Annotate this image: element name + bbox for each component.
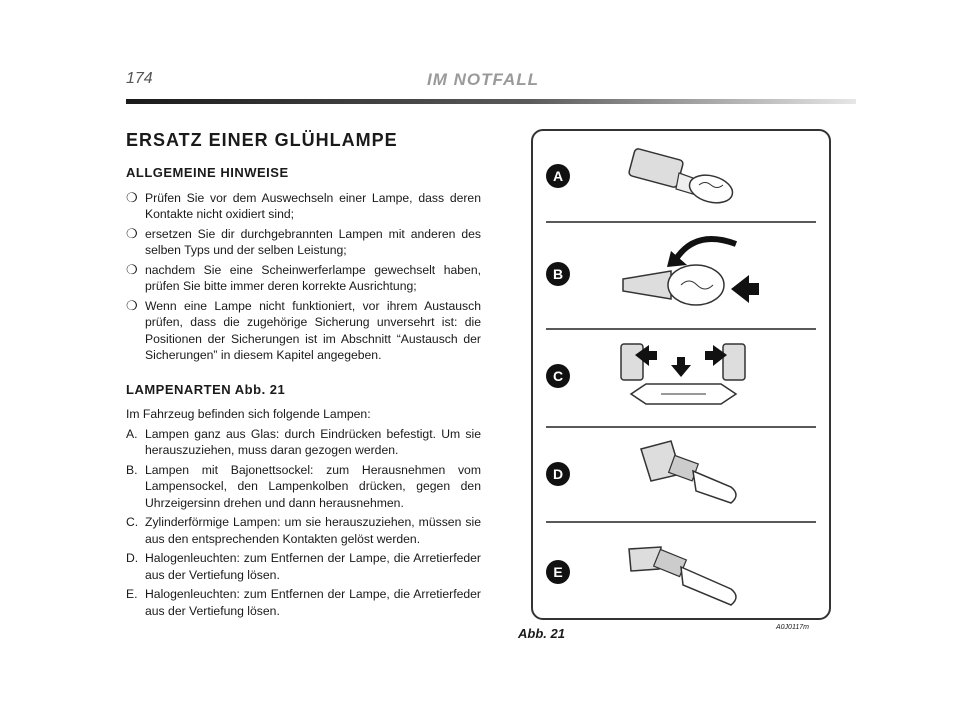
lamp-types-intro: Im Fahrzeug befinden sich folgende Lampen: xyxy=(126,407,371,421)
page-title: ERSATZ EINER GLÜHLAMPE xyxy=(126,130,398,150)
lamp-type-item xyxy=(126,426,481,459)
lamp-type-item xyxy=(126,514,481,547)
panel-label: E xyxy=(553,564,563,580)
general-heading: ALLGEMEINE HINWEISE xyxy=(126,165,289,180)
panel-c xyxy=(546,344,745,404)
lamp-type-text: Lampen ganz aus Glas: durch Eindrücken befestigt. Um sie herauszuziehen, muss daran gezogen werden. xyxy=(145,426,481,457)
text-column xyxy=(126,165,481,622)
glass-wedge-bulb-illustration xyxy=(628,148,735,207)
lamp-type-text: Halogenleuchten: zum Entfernen der Lampe, die Arretierfeder aus der Vertiefung lösen. xyxy=(145,587,481,618)
lamp-type-text: Zylinderförmige Lampen: um sie herauszuziehen, müssen sie aus den entsprechenden Kontakten gelöst werden. xyxy=(145,515,481,546)
down-arrow-icon xyxy=(671,357,691,377)
bullet-text: Wenn eine Lampe nicht funktioniert, vor ihrem Austausch prüfen, dass die zugehörige Sicherung unversehrt ist: die Positionen der Sicherungen ist im Abschnitt “Austausch der Sicherungen” in diesem Kapitel angegeben. xyxy=(145,298,481,362)
panel-e xyxy=(546,547,736,605)
panel-d xyxy=(546,441,736,503)
lamp-type-text: Halogenleuchten: zum Entfernen der Lampe, die Arretierfeder aus der Vertiefung lösen. xyxy=(145,551,481,582)
lamp-types-figure xyxy=(531,129,831,620)
bullet-item xyxy=(126,298,481,364)
figure-code: A0J0117m xyxy=(776,624,809,631)
lamp-type-letter: A. xyxy=(126,426,138,441)
rotate-arrow-icon xyxy=(676,239,736,259)
page-number: 174 xyxy=(126,70,153,87)
bullet-icon: ❍ xyxy=(126,261,138,277)
lamp-type-letter: D. xyxy=(126,551,139,565)
panel-label: A xyxy=(552,168,564,184)
bullet-text: nachdem Sie eine Scheinwerferlampe gewechselt haben, prüfen Sie bitte immer deren korrekte Ausrichtung; xyxy=(145,262,481,293)
push-arrow-icon xyxy=(731,275,759,303)
lamp-type-item xyxy=(126,586,481,619)
lamp-type-letter: B. xyxy=(126,462,138,477)
halogen-h7-bulb-illustration xyxy=(641,441,736,503)
lamp-type-item xyxy=(126,462,481,512)
bullet-item xyxy=(126,262,481,295)
panel-label: D xyxy=(552,466,564,482)
bullet-icon: ❍ xyxy=(126,297,138,313)
bullet-text: Prüfen Sie vor dem Auswechseln einer Lampe, dass deren Kontakte nicht oxidiert sind; xyxy=(145,190,481,221)
bullet-item xyxy=(126,190,481,223)
panel-label: C xyxy=(552,368,564,384)
bullet-text: ersetzen Sie dir durchgebrannten Lampen mit anderen des selben Typs und der selben Leistung; xyxy=(145,226,481,257)
header-rule xyxy=(126,99,856,104)
lamp-type-item xyxy=(126,550,481,583)
bullet-icon: ❍ xyxy=(126,225,138,241)
panel-label: B xyxy=(552,266,564,282)
bullet-item xyxy=(126,226,481,259)
figure-caption: Abb. 21 xyxy=(518,626,565,641)
panel-b xyxy=(546,239,759,305)
halogen-h1-bulb-illustration xyxy=(629,547,736,605)
lamp-types-heading: LAMPENARTEN Abb. 21 xyxy=(126,381,286,397)
lamp-type-letter: C. xyxy=(126,515,139,529)
panel-a xyxy=(546,148,736,207)
bullet-icon: ❍ xyxy=(126,189,138,205)
lamp-type-letter: E. xyxy=(126,587,138,601)
lamp-type-text: Lampen mit Bajonettsockel: zum Herausnehmen vom Lampensockel, den Lampenkolben drücken, gegen den Uhrzeigersinn drehen und dann herausnehmen. xyxy=(145,462,481,510)
section-header: IM NOTFALL xyxy=(427,70,539,89)
bayonet-bulb-illustration xyxy=(623,265,724,305)
